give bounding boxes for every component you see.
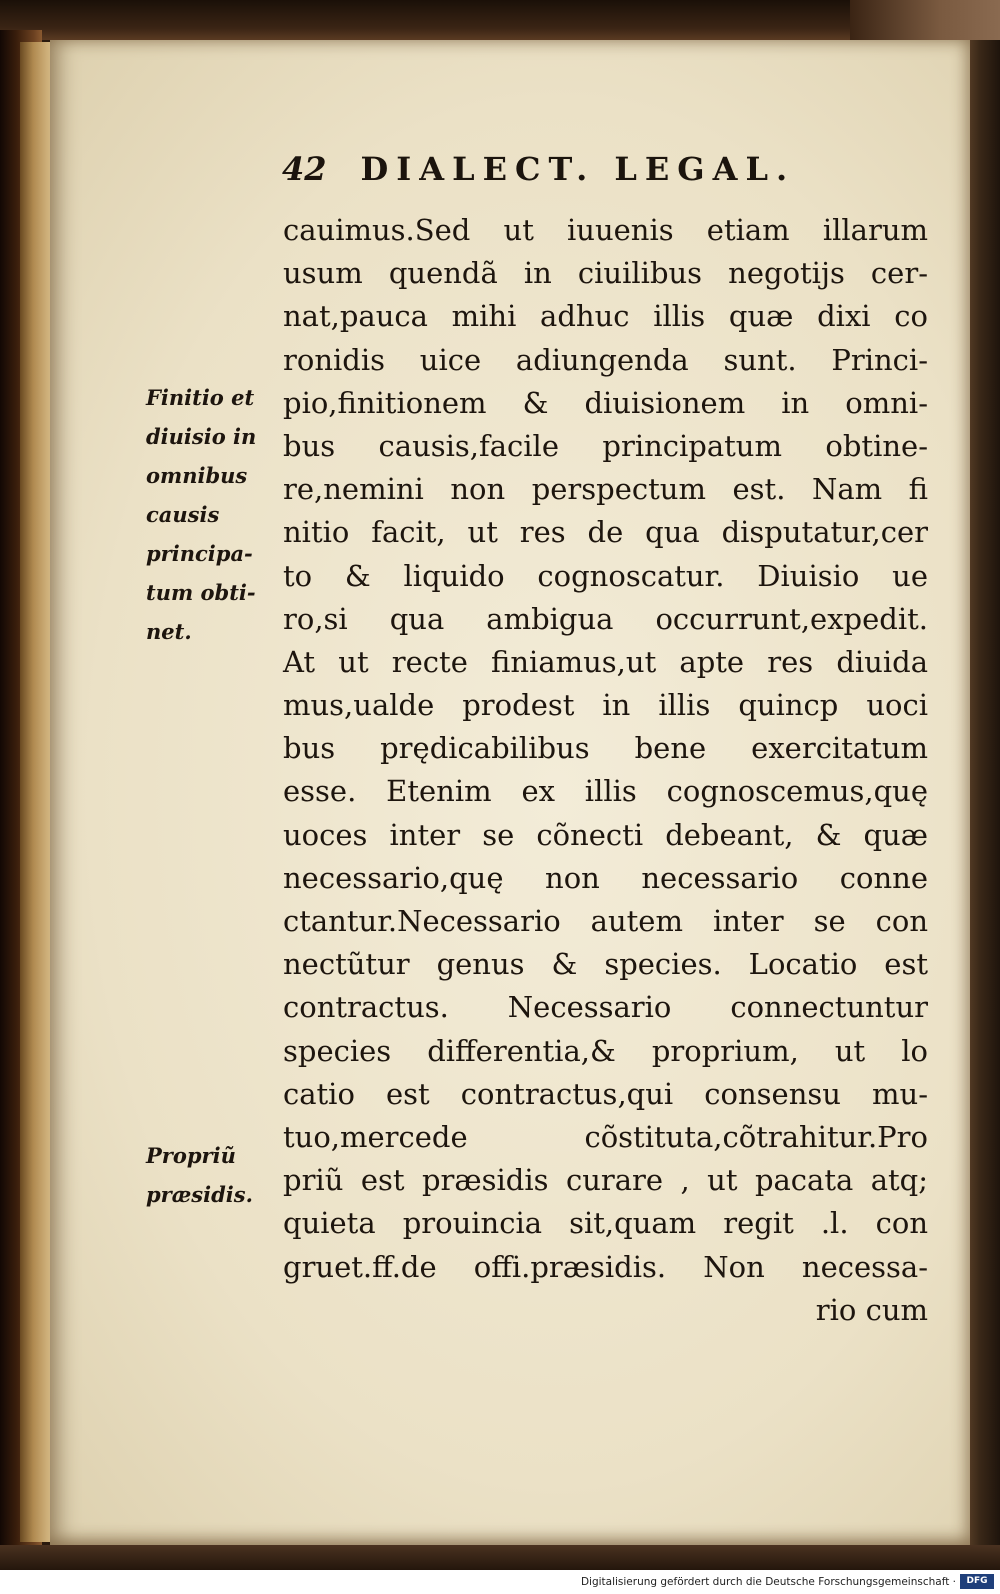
margin-note-line: tum obti- — [146, 580, 256, 605]
text-line: pio,finitionem & diuisionem in omni- — [283, 385, 928, 420]
margin-note-line: Finitio et — [146, 385, 255, 410]
main-text-block — [283, 209, 928, 1332]
text-line: nitio facit, ut res de qua disputatur,cer — [283, 515, 928, 550]
margin-note-line: causis — [146, 502, 220, 527]
text-line: ronidis uice adiungenda sunt. Princi- — [283, 342, 928, 377]
text-line: usum quendã in ciuilibus negotijs cer- — [283, 256, 928, 291]
text-line: gruet.ff.de offi.præsidis. Non necessa- — [283, 1249, 928, 1284]
text-line: esse. Etenim ex illis cognoscemus,quę — [283, 774, 928, 809]
text-line: rio cum — [815, 1292, 928, 1327]
margin-note-proprium — [146, 1136, 276, 1214]
text-line: mus,ualde prodest in illis quincp uoci — [283, 688, 928, 723]
text-line: re,nemini non perspectum est. Nam fi — [283, 472, 928, 507]
margin-note-line: omnibus — [146, 463, 248, 488]
text-line: tuo,mercede cõstituta,cõtrahitur.Pro — [283, 1119, 928, 1154]
book-cover-corner — [850, 0, 1000, 40]
footer-credit: Digitalisierung gefördert durch die Deutsche Forschungsgemeinschaft · — [580, 1576, 956, 1588]
text-line: quieta prouincia sit,quam regit .l. con — [283, 1206, 928, 1241]
text-line: nectũtur genus & species. Locatio est — [283, 947, 928, 982]
page-number: 42 — [282, 150, 327, 188]
text-line: nat,pauca mihi adhuc illis quæ dixi co — [283, 299, 928, 334]
text-line: contractus. Necessario connectuntur — [283, 990, 928, 1025]
margin-note-line: net. — [146, 619, 192, 644]
margin-note-finitio — [146, 378, 276, 651]
text-line: catio est contractus,qui consensu mu- — [283, 1076, 928, 1111]
margin-note-line: præsidis. — [146, 1182, 253, 1207]
text-line: ro,si qua ambigua occurrunt,expedit. — [283, 601, 928, 636]
text-line: bus prędicabilibus bene exercitatum — [283, 731, 928, 766]
running-title: DIALECT. LEGAL. — [360, 150, 796, 188]
margin-note-line: diuisio in — [146, 424, 257, 449]
text-line: species differentia,& proprium, ut lo — [283, 1033, 928, 1068]
text-line: necessario,quę non necessario conne — [283, 860, 928, 895]
text-line: uoces inter se cõnecti debeant, & quæ — [283, 817, 928, 852]
dfg-logo: DFG — [960, 1574, 994, 1589]
text-line: cauimus.Sed ut iuuenis etiam illarum — [283, 213, 928, 247]
text-line: to & liquido cognoscatur. Diuisio ue — [283, 558, 928, 593]
running-header — [282, 144, 842, 194]
text-line: At ut recte finiamus,ut apte res diuida — [283, 644, 928, 679]
text-line: ctantur.Necessario autem inter se con — [283, 904, 928, 938]
text-line: priũ est præsidis curare , ut pacata atq; — [283, 1163, 928, 1198]
margin-note-line: Propriũ — [146, 1143, 236, 1168]
margin-note-line: principa- — [146, 541, 253, 566]
text-line: bus causis,facile principatum obtine- — [283, 428, 928, 463]
book-right-edge — [966, 40, 1000, 1550]
book-bottom-edge — [0, 1545, 1000, 1570]
